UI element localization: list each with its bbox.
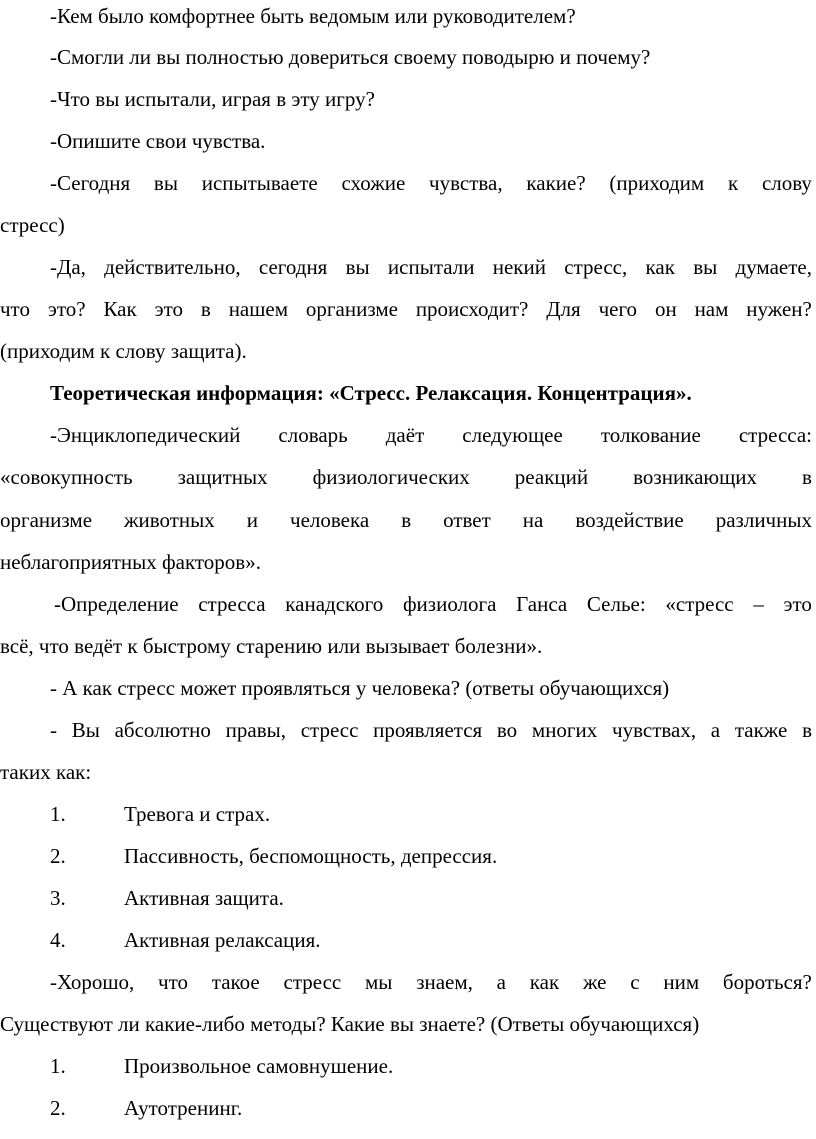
word: Ганса: [516, 592, 568, 616]
word: (приходим: [609, 171, 705, 195]
word: физиологических: [312, 465, 470, 489]
word: -Сегодня: [50, 171, 131, 195]
word: вы: [693, 255, 718, 279]
list-item-text: Активная релаксация.: [124, 928, 321, 952]
word: действительно,: [104, 255, 241, 279]
word: Для: [546, 297, 581, 321]
word: происходит?: [415, 297, 529, 321]
word: даёт: [385, 423, 425, 447]
word: правы,: [225, 718, 286, 742]
word: физиолога: [402, 592, 497, 616]
word: канадского: [285, 592, 384, 616]
paragraph-selye-line1: [54, 594, 812, 615]
paragraph-how-to-fight-line1: [50, 972, 812, 993]
paragraph-stress-question-line1: [50, 257, 812, 278]
word: такое: [211, 970, 260, 994]
word: абсолютно: [114, 718, 211, 742]
paragraph-encyclopedia-line4: неблагоприятных факторов».: [0, 550, 261, 574]
paragraph-describe-feelings: -Опишите свои чувства.: [50, 129, 266, 153]
word: воздействие: [575, 508, 684, 532]
word: на: [522, 508, 544, 532]
list-item-number: 2.: [50, 844, 66, 868]
word: многих: [531, 718, 598, 742]
word: в: [802, 718, 812, 742]
word: вы: [345, 255, 370, 279]
list-item-number: 2.: [50, 1096, 66, 1120]
word: это: [154, 297, 184, 321]
paragraph-absolutely-right-line2: таких как:: [0, 760, 92, 784]
word: что: [0, 297, 30, 321]
list-item-text: Аутотренинг.: [124, 1096, 243, 1120]
word: животных: [124, 508, 215, 532]
word: -: [50, 718, 57, 742]
word: -Хорошо,: [50, 970, 135, 994]
paragraph-stress-manifestation: - А как стресс может проявляться у человека? (ответы обучающихся): [50, 676, 670, 700]
word: в: [200, 297, 211, 321]
word: он: [654, 297, 677, 321]
word: знаем,: [416, 970, 473, 994]
word: Селье:: [586, 592, 646, 616]
word: стресс: [300, 718, 359, 742]
word: это?: [47, 297, 86, 321]
word: следующее: [462, 423, 563, 447]
paragraph-question-experience: -Что вы испытали, играя в эту игру?: [50, 87, 375, 111]
word: также: [734, 718, 788, 742]
word: защитных: [177, 465, 268, 489]
word: в: [802, 465, 812, 489]
word: различных: [715, 508, 812, 532]
list-item-number: 4.: [50, 928, 66, 952]
paragraph-encyclopedia-line2: [0, 467, 812, 488]
word: -Да,: [50, 255, 86, 279]
word: Как: [103, 297, 137, 321]
word: как: [645, 255, 675, 279]
paragraph-selye-line2: всё, что ведёт к быстрому старению или вызывает болезни».: [0, 634, 543, 658]
word: некий: [492, 255, 546, 279]
paragraph-absolutely-right-line1: [50, 720, 812, 741]
word: чувствах,: [612, 718, 697, 742]
paragraph-question-trust: -Смогли ли вы полностью довериться своему поводырю и почему?: [50, 45, 651, 69]
word: схожие: [341, 171, 406, 195]
word: -Определение: [54, 592, 179, 616]
word: стресса: [198, 592, 266, 616]
word: «стресс: [665, 592, 734, 616]
word: слову: [761, 171, 812, 195]
word: толкование: [600, 423, 701, 447]
word: возникающих: [633, 465, 757, 489]
word: какие?: [526, 171, 586, 195]
list-item-number: 1.: [50, 802, 66, 826]
list-item-text: Пассивность, беспомощность, депрессия.: [124, 844, 498, 868]
word: организме: [0, 508, 93, 532]
word: что: [158, 970, 188, 994]
word: бороться?: [722, 970, 812, 994]
word: нашем: [228, 297, 289, 321]
word: мы: [365, 970, 393, 994]
paragraph-encyclopedia-line1: [50, 425, 812, 446]
word: испытали: [387, 255, 475, 279]
word: как: [529, 970, 560, 994]
word: -Энциклопедический: [50, 423, 241, 447]
word: «совокупность: [0, 465, 133, 489]
paragraph-stress-question-line2: [0, 299, 812, 320]
word: ним: [663, 970, 700, 994]
word: же: [582, 970, 607, 994]
word: проявляется: [373, 718, 483, 742]
section-heading: Теоретическая информация: «Стресс. Релаксация. Концентрация».: [50, 381, 692, 405]
list-item-text: Тревога и страх.: [124, 802, 271, 826]
word: словарь: [278, 423, 348, 447]
word: вы: [153, 171, 178, 195]
word: человека: [290, 508, 370, 532]
paragraph-similar-feelings-line2: стресс): [0, 213, 65, 237]
word: реакций: [514, 465, 589, 489]
word: а: [710, 718, 721, 742]
list-item-text: Произвольное самовнушение.: [124, 1054, 394, 1078]
word: чувства,: [429, 171, 503, 195]
paragraph-how-to-fight-line2: Существуют ли какие-либо методы? Какие вы знаете? (Ответы обучающихся): [0, 1012, 700, 1036]
word: чего: [598, 297, 638, 321]
word: стресса:: [738, 423, 812, 447]
word: во: [496, 718, 518, 742]
word: организме: [305, 297, 398, 321]
word: думаете,: [735, 255, 812, 279]
word: нужен?: [746, 297, 812, 321]
word: –: [753, 592, 764, 616]
word: это: [783, 592, 812, 616]
word: сегодня: [258, 255, 328, 279]
word: стресс,: [564, 255, 628, 279]
paragraph-encyclopedia-line3: [0, 510, 812, 531]
word: а: [496, 970, 506, 994]
list-item-number: 3.: [50, 886, 66, 910]
word: Вы: [71, 718, 100, 742]
paragraph-question-comfort: -Кем было комфортнее быть ведомым или руководителем?: [50, 4, 576, 28]
list-item-number: 1.: [50, 1054, 66, 1078]
word: ответ: [443, 508, 491, 532]
paragraph-stress-question-line3: (приходим к слову защита).: [0, 339, 247, 363]
word: к: [727, 171, 739, 195]
word: в: [401, 508, 412, 532]
word: нам: [694, 297, 729, 321]
word: и: [246, 508, 259, 532]
word: с: [630, 970, 640, 994]
list-item-text: Активная защита.: [124, 886, 284, 910]
paragraph-similar-feelings-line1: [50, 173, 812, 194]
word: испытываете: [201, 171, 318, 195]
word: стресс: [283, 970, 342, 994]
